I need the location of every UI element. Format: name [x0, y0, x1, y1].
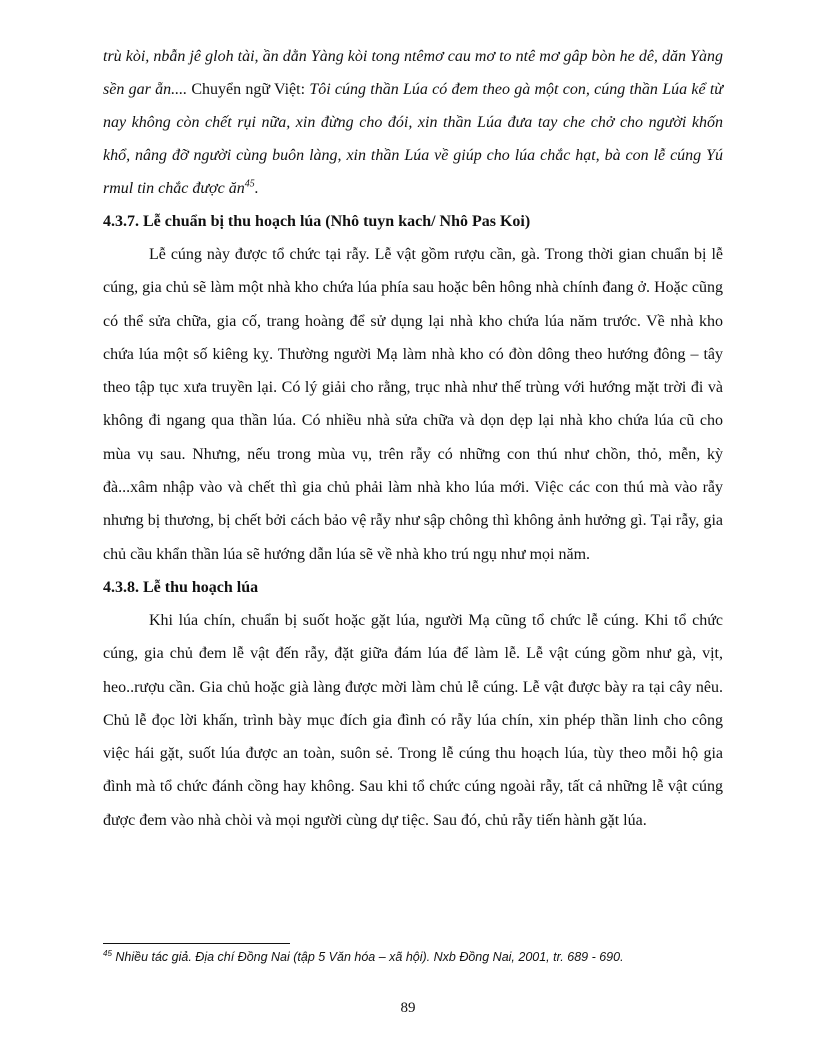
translation-label: Chuyển ngữ Việt:	[187, 81, 310, 98]
section-438-paragraph: Khi lúa chín, chuẩn bị suốt hoặc gặt lúa, người Mạ cũng tổ chức lễ cúng. Khi tổ chức cúng, gia chủ đem lễ vật đến rẫy, đặt giữa đám lúa để làm lễ. Lễ vật cúng gồm như gà, vịt, heo..rượu cần. Gia chủ hoặc già làng được mời làm chủ lễ cúng. Lễ vật được bày ra tại cây nêu. Chủ lễ đọc lời khấn, trình bày mục đích gia đình có rẫy lúa chín, xin phép thần linh cho công việc hái gặt, suốt lúa được an toàn, suôn sẻ. Trong lễ cúng thu hoạch lúa, tùy theo mỗi hộ gia đình mà tổ chức đánh cồng hay không. Sau khi tổ chức cúng ngoài rẫy, tất cả những lễ vật cúng được đem vào nhà chòi và mọi người cùng dự tiệc. Sau đó, chủ rẫy tiến hành gặt lúa.	[103, 611, 723, 829]
footnote-text: Nhiều tác giả. Địa chí Đồng Nai (tập 5 Văn hóa – xã hội). Nxb Đồng Nai, 2001, tr. 689 - 690.	[111, 950, 624, 964]
page-body	[103, 40, 723, 837]
vietnamese-prayer-text: Tôi cúng thần Lúa có đem theo gà một con, cúng thần Lúa kể từ nay không còn chết rụi nữa, xin đừng cho đói, xin thần Lúa đưa tay che chở cho người khốn khổ, nâng đỡ người cùng buôn làng, xin thần Lúa về giúp cho lúa chắc hạt, bà con lễ cúng Yú rmul tin chắc được ăn	[103, 81, 723, 197]
section-heading-437: 4.3.7. Lễ chuẩn bị thu hoạch lúa (Nhô tuyn kach/ Nhô Pas Koi)	[103, 213, 531, 230]
footnote-ref[interactable]: 45	[244, 178, 255, 190]
page-number: 89	[400, 1000, 416, 1016]
footnote	[103, 948, 723, 966]
quote-end-punct: .	[254, 180, 259, 197]
section-heading-438: 4.3.8. Lễ thu hoạch lúa	[103, 578, 259, 596]
section-437-paragraph: Lễ cúng này được tổ chức tại rẫy. Lễ vật gồm rượu cần, gà. Trong thời gian chuẩn bị lễ cúng, gia chủ sẽ làm một nhà kho chứa lúa phía sau hoặc bên hông nhà chính đang ở. Hoặc cũng có thể sửa chữa, gia cố, trang hoàng để sử dụng lại nhà kho chứa lúa năm trước. Về nhà kho chứa lúa một số kiêng kỵ. Thường người Mạ làm nhà kho có đòn dông theo hướng đông – tây theo tập tục xưa truyền lại. Có lý giải cho rằng, trục nhà như thế trùng với hướng mặt trời đi và không đi ngang qua thần lúa. Có nhiều nhà sửa chữa và dọn dẹp lại nhà kho chứa lúa cũ cho mùa vụ sau. Nhưng, nếu trong mùa vụ, trên rẫy có những con thú như chồn, thỏ, mễn, kỳ đà...xâm nhập vào và chết thì gia chủ phải làm nhà kho lúa mới. Việc các con thú mà vào rẫy nhưng bị thương, bị chết bởi cách bảo vệ rẫy như sập chông thì không ảnh hưởng gì. Tại rẫy, gia chủ cầu khẩn thần lúa sẽ hướng dẫn lúa sẽ về nhà kho trú ngụ như mọi năm.	[103, 246, 723, 563]
mnong-prayer-text: trù kòi, nbẫn jê gloh tài, ần dằn Yàng kòi tong ntêmơ cau mơ to ntê mơ gâp bòn he dê, dăn Yàng sền gar ẵn....	[103, 48, 723, 98]
footnote-number: 45	[103, 948, 112, 958]
prayer-quote	[103, 40, 723, 205]
footnote-divider	[103, 943, 290, 944]
